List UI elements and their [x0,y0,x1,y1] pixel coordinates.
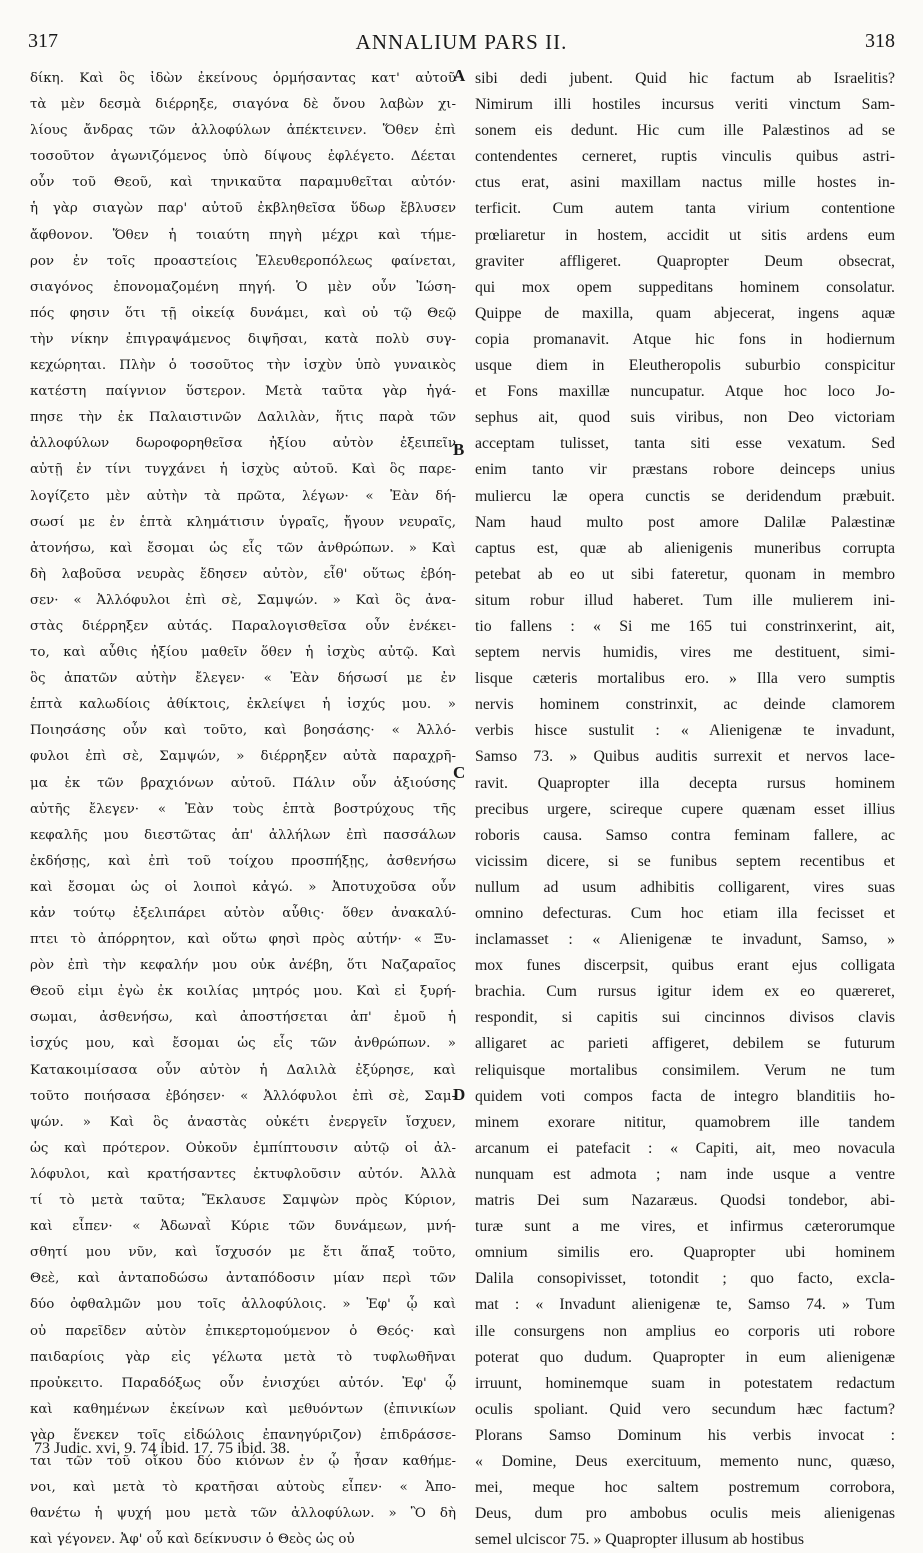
text-line: κεχώρηται. Πλὴν ὁ τοσοῦτος τὴν ἰσχὺν ὑπὸ γυναικὸς [30,358,456,374]
text-line: αὐτῆς ἔλεγεν· « Ἐὰν τοὺς ἑπτὰ βοστρύχους τῆς [30,801,456,817]
text-line: et Fons maxillæ nuncupatur. Atque hoc loco Jo- [475,383,895,401]
text-line: ctus erat, asini maxillam nactus mille hostes in- [475,174,895,192]
text-line: respondit, si capitis sui cincinnos divisos clavis [475,1009,895,1027]
text-line: καὶ εἶπεν· « Ἀδωναῒ Κύριε τῶν δυνάμεων, μνή- [30,1219,456,1235]
text-line: φυλοι ἐπὶ σὲ, Σαμψών, » διέρρηξεν αὐτὰ παραχρῆ- [30,749,456,765]
text-line: νοι, καὶ μετὰ τὸ κρατῆσαι αὐτοὺς εἶπεν· « Ἀπο- [30,1480,456,1496]
text-line: septem nervis humidis, vires me destituent, simi- [475,644,895,662]
text-line: προὐκειτο. Παραδόξως οὖν ἐνισχύει αὐτόν. Ἐφ' ᾧ [30,1375,456,1391]
text-line: καὶ γέγονεν. Ἀφ' οὗ καὶ δείκνυσιν ὁ Θεὸς ὡς οὐ [30,1532,355,1548]
text-line: Θεοῦ εἰμι ἐγὼ ἐκ κοιλίας μητρός μου. Καὶ εἰ ξυρή- [30,984,456,1000]
text-line: δὴ λαβοῦσα νευρὰς ἔδησεν αὐτὸν, εἶθ' οὕτως ἐβόη- [30,566,456,582]
text-line: « Domine, Deus exercituum, memento nunc, quæso, [475,1452,895,1470]
page-number-left: 317 [28,30,58,52]
latin-column [475,66,895,1549]
section-marker-a: A [453,66,466,85]
text-line: inclamasset : « Alienigenæ te invadunt, Samso, » [475,931,895,949]
text-line: κἀν τούτῳ ἐξελιπάρει αὐτὸν αὖθις· ὅθεν ἀνακαλύ- [30,906,456,921]
text-line: sibi dedi jubent. Quid hic factum ab Israelitis? [475,70,895,87]
text-line: δύο ὀφθαλμῶν μου τοῖς ἀλλοφύλοις. » Ἐφ' ᾧ καὶ [30,1297,456,1313]
text-line: ται τῶν τοῦ οἴκου δύο κιόνων ἐν ᾧ ἦσαν καθήμε- [30,1453,456,1469]
text-line: mei, meque hoc saltem postremum corrobora, [475,1479,895,1497]
text-line: ἀλλοφύλων δωροφορηθεῖσα ἠξίου αὐτὸν ἐξειπεῖν [30,436,456,452]
text-line: nullum ad usum adhibitis colligarent, vires suas [475,878,895,896]
text-line: tio fallens : « Si me 165 tui constrinxerint, ait, [475,617,895,635]
section-marker-d: D [453,1085,466,1104]
section-marker-b: B [453,440,465,459]
text-line: ἑπτὰ καλωδίοις ἀθίκτοις, ἐκλείψει ἡ ἰσχύς μου. » [30,697,456,713]
text-line: οὖν τοῦ Θεοῦ, καὶ τηνικαῦτα παραμυθεῖται αὐτόν· [30,175,456,191]
text-line: alligaret ac parieti affigeret, debilem se futurum [475,1035,895,1053]
text-line: στὰς διέρρηξεν αὐτάς. Παραλογισθεῖσα οὖν ἐνέκει- [30,618,456,634]
text-line: λίους ἄνδρας τῶν ἀλλοφύλων ἀπέκτεινεν. Ὅθεν ἐπὶ [30,123,456,139]
text-line: vicissim dicere, si se funibus septem recentibus et [475,852,895,870]
text-line: ἀτονήσω, καὶ ἔσομαι ὡς εἷς τῶν ἀνθρώπων. » Καὶ [30,540,456,556]
text-line: τὰ μὲν δεσμὰ διέρρηξε, σιαγόνα δὲ ὄνου λαβὼν χι- [30,97,456,113]
text-line: ille consurgens non amplius eo corporis uti robore [475,1322,895,1340]
text-line: σθητί μου νῦν, καὶ ἴσχυσόν με ἔτι ἅπαξ τοῦτο, [30,1245,456,1261]
text-line: κατέστη παίγνιον ὕστερον. Μετὰ ταῦτα γὰρ ἠγά- [30,384,456,400]
text-line: τὴν νίκην ἐπιγραψάμενος διψῆσαι, κατὰ πολὺ συγ- [30,331,456,347]
section-marker-c: C [453,763,466,782]
text-line: nervis hominem constrinxit, ac deinde clamorem [475,696,895,714]
text-line: quidem voti compos facta de integro blanditiis ho- [475,1087,895,1105]
text-line: ἐκδήσῃς, καὶ ἐπὶ τοῦ τοίχου προσπήξῃς, ἀσθενήσω [30,853,456,869]
text-line: minem exorare nititur, quamobrem ille tandem [475,1113,895,1131]
text-line: situm robur illud haberet. Tum ille mulierem ini- [475,591,895,609]
text-line: enim tanto vir præstans robore deinceps unius [475,461,895,479]
text-line: semel ulciscor 75. » Quapropter illusum ab hostibus [475,1531,805,1549]
text-line: terficit. Cum autem tanta virium contentione [475,200,895,218]
text-line: γὰρ ἕνεκεν τοῖς εἰδώλοις ἐπανηγύριζον) ἐπιδράσσε- [30,1427,456,1443]
text-line: τοῦτο ποιήσασα ἐβόησεν· « Ἀλλόφυλοι ἐπὶ σὲ, Σαμ- [30,1088,456,1104]
text-line: ἡ γὰρ σιαγὼν παρ' αὐτοῦ ἐκβληθεῖσα ὕδωρ ἔβλυσεν [30,201,456,217]
text-line: Θεὲ, καὶ ἀνταποδώσω ἀνταπόδοσιν μίαν περὶ τῶν [30,1271,456,1287]
text-line: turæ sunt a me vires, et infirmus cæterorumque [475,1218,895,1236]
text-line: σωσί με ἐν ἑπτὰ κλημάτισιν ὑγραῖς, ἤγουν νευραῖς, [30,514,456,530]
text-line: παιδαρίοις γὰρ εἰς γέλωτα μετὰ τὸ τυφλωθῆναι [30,1349,456,1365]
text-line: graviter affligeret. Quapropter Deum obsecrat, [475,252,895,270]
text-line: omnino defecturas. Cum hoc etiam illa fecisset et [475,905,895,922]
text-line: σεν· « Ἀλλόφυλοι ἐπὶ σὲ, Σαμψών. » Καὶ ὃς ἀνα- [30,592,456,608]
text-line: Κατακοιμίσασα οὖν αὐτὸν ἡ Δαλιλὰ ἐξύρησε, καὶ [30,1062,456,1078]
page-header [28,30,895,60]
text-line: αὐτῇ ἐν τίνι τυγχάνει ἡ ἰσχὺς αὐτοῦ. Καὶ ὃς παρε- [30,462,456,478]
text-line: τοσοῦτον ἀγωνιζόμενος ὑπὸ δίψους ἐφλέγετο. Δέεται [30,149,456,165]
text-line: captus est, quæ ab alienigenis muneribus corrupta [475,539,895,557]
text-line: πτει τὸ ἀπόρρητον, καὶ οὕτω φησὶ πρὸς αὐτήν· « Ξυ- [30,932,456,948]
text-line: ἄφθονον. Ὅθεν ἡ τοιαύτη πηγὴ μέχρι καὶ τήμε- [30,227,456,243]
text-line: κεφαλῆς μου διεστῶτας ἀπ' ἀλλήλων ἐπὶ πασσάλων [30,827,456,843]
text-line: σιαγόνος ἐπονομαζομένη πηγή. Ὁ μὲν οὖν Ἰώση- [30,279,456,295]
text-line: poterat quo dudum. Quapropter in eum alienigenæ [475,1348,895,1366]
text-line: πός φησιν ὅτι τῇ οἰκείᾳ δυνάμει, καὶ οὐ τῷ Θεῷ [30,305,456,321]
text-line: ρον ἐν τοῖς προαστείοις Ἐλευθεροπόλεως φαίνεται, [30,253,456,269]
text-line: καὶ καθημένων ἐκείνων καὶ μεθυόντων (ἐπινικίων [30,1401,456,1417]
text-line: ὃς ἀπατῶν αὐτὴν ἔλεγεν· « Ἐὰν δήσωσί με ἐν [30,671,456,687]
text-line: oculis spoliant. Quid vero secundum hæc factum? [475,1400,895,1418]
text-line: verbis hisce sustulit : « Alienigenæ te invadunt, [475,722,895,740]
text-line: οὐ παρεῖδεν αὐτὸν ἐπικερτομούμενον ὁ Θεός· καὶ [30,1323,456,1339]
text-line: σωμαι, ἀσθενήσω, καὶ ἀποστήσεται ἀπ' ἐμοῦ ἡ [30,1010,456,1026]
text-line: brachia. Cum rursus igitur idem ex eo quæreret, [475,983,895,1001]
text-line: ψών. » Καὶ ὃς ἀναστὰς οὐκέτι ἐνεργεῖν ἴσχυεν, [30,1114,456,1130]
text-line: Nam haud multo post amore Dalilæ Palæstinæ [475,513,895,531]
text-line: usque diem in Eleutheropolis suburbio conspicitur [475,357,895,375]
text-line: Quippe de maxilla, quam abjecerat, ingens aquæ [475,304,895,322]
text-line: το, καὶ αὖθις ἠξίου μαθεῖν ὅθεν ἡ ἰσχὺς αὐτῷ. Καὶ [30,645,456,661]
page-number-right: 318 [865,30,895,52]
text-line: λόφυλοι, καὶ κρατήσαντες ἐκτυφλοῦσιν αὐτόν. Ἀλλὰ [30,1166,456,1182]
text-line: mat : « Invadunt alienigenæ te, Samso 74. » Tum [475,1296,895,1314]
text-line: δίκη. Καὶ ὃς ἰδὼν ἐκείνους ὁρμήσαντας κατ' αὐτοῦ [30,71,456,86]
text-line: precibus urgere, scireque cupere quænam esset illius [475,800,895,818]
text-line: lisque cæteris mortalibus ero. » Illa vero sumptis [475,670,895,688]
text-line: contendentes cerneret, ruptis vinculis quibus astri- [475,148,895,166]
text-line: Samso 73. » Quibus auditis surrexit et nervos lace- [475,748,895,766]
running-title: ANNALIUM PARS II. [355,30,568,54]
text-line: acceptam tulisset, tanta siti esse vexatum. Sed [475,435,895,453]
text-line: matris Dei sum Nazaræus. Quodsi tondebor, abi- [475,1192,895,1210]
text-line: ἰσχύς μου, καὶ ἔσομαι ὡς εἷς τῶν ἀνθρώπων. » [30,1036,456,1052]
text-line: θανέτω ἡ ψυχή μου μετὰ τῶν ἀλλοφύλων. » Ὃ δὴ [30,1506,456,1522]
text-line: sephus ait, quod suis viribus, non Deo victoriam [475,409,895,427]
text-line: Ποιησάσης οὖν καὶ τοῦτο, καὶ βοησάσης· « Ἀλλό- [30,723,456,739]
text-line: sonem eis dedunt. Hic cum ille Palæstinos ad se [475,122,895,140]
text-line: arcanum ei patefacit : « Capiti, ait, meo novacula [475,1139,895,1157]
text-line: Deus, dum pro ambobus oculis meis alienigenas [475,1505,895,1523]
text-line: reliquisque mortalibus consimilem. Verum ne tum [475,1061,895,1079]
text-line: prœliaretur in hostem, accidit ut sitis ardens eum [475,226,895,244]
text-line: copia promanavit. Atque hic fons in hodiernum [475,330,895,348]
text-line: ravit. Quapropter illa decepta rursus hominem [475,774,895,792]
text-line: τί τὸ μετὰ ταῦτα; Ἔκλαυσε Σαμψὼν πρὸς Κύριον, [30,1193,456,1209]
text-line: petebat ab eo ut sibi fateretur, quonam in membro [475,565,895,583]
text-line: omnium similis ero. Quapropter ubi hominem [475,1244,895,1262]
text-line: ρὸν ἐπὶ τὴν κεφαλήν μου οὐκ ἀνέβη, ὅτι Ναζαραῖος [30,958,456,974]
text-line: Dalila consopivisset, totondit ; quo facto, excla- [475,1270,895,1288]
text-line: muliercu læ opera cunctis se deridendum præbuit. [475,487,895,505]
text-line: πησε τὴν ἐκ Παλαιστινῶν Δαλιλὰν, ἥτις παρὰ τῶν [30,410,456,426]
text-line: irruunt, hominemque suam in potestatem redactum [475,1374,895,1392]
text-line: ὡς καὶ πρότερον. Οὐκοῦν ἐμπίπτουσιν αὐτῷ οἱ ἀλ- [30,1140,456,1156]
text-line: Nimirum illi hostiles incursus veriti vinctum Sam- [475,96,895,114]
footnotes: 73 Judic. xvi, 9. 74 ibid. 17. 75 ibid. 38. [34,1440,290,1457]
text-line: qui mox opem suppeditans hominem consolatur. [475,278,895,296]
text-line: μα ἐκ τῶν βραχιόνων αὐτοῦ. Πάλιν οὖν ἀξιούσης [30,775,456,791]
text-line: roboris causa. Samso contra feminam fallere, ac [475,826,895,844]
text-line: καὶ ἔσομαι ὡς οἱ λοιποὶ κἀγώ. » Ἀποτυχοῦσα οὖν [30,879,456,895]
text-line: λογίζετο μὲν αὐτὴν τὰ πρῶτα, λέγων· « Ἐὰν δή- [30,488,456,504]
text-line: nunquam est admota ; nam inde usque a ventre [475,1165,895,1183]
text-line: mox funes discerpsit, quibus erant ejus colligata [475,957,895,975]
text-line: Plorans Samso Dominum his verbis invocat : [475,1426,895,1444]
